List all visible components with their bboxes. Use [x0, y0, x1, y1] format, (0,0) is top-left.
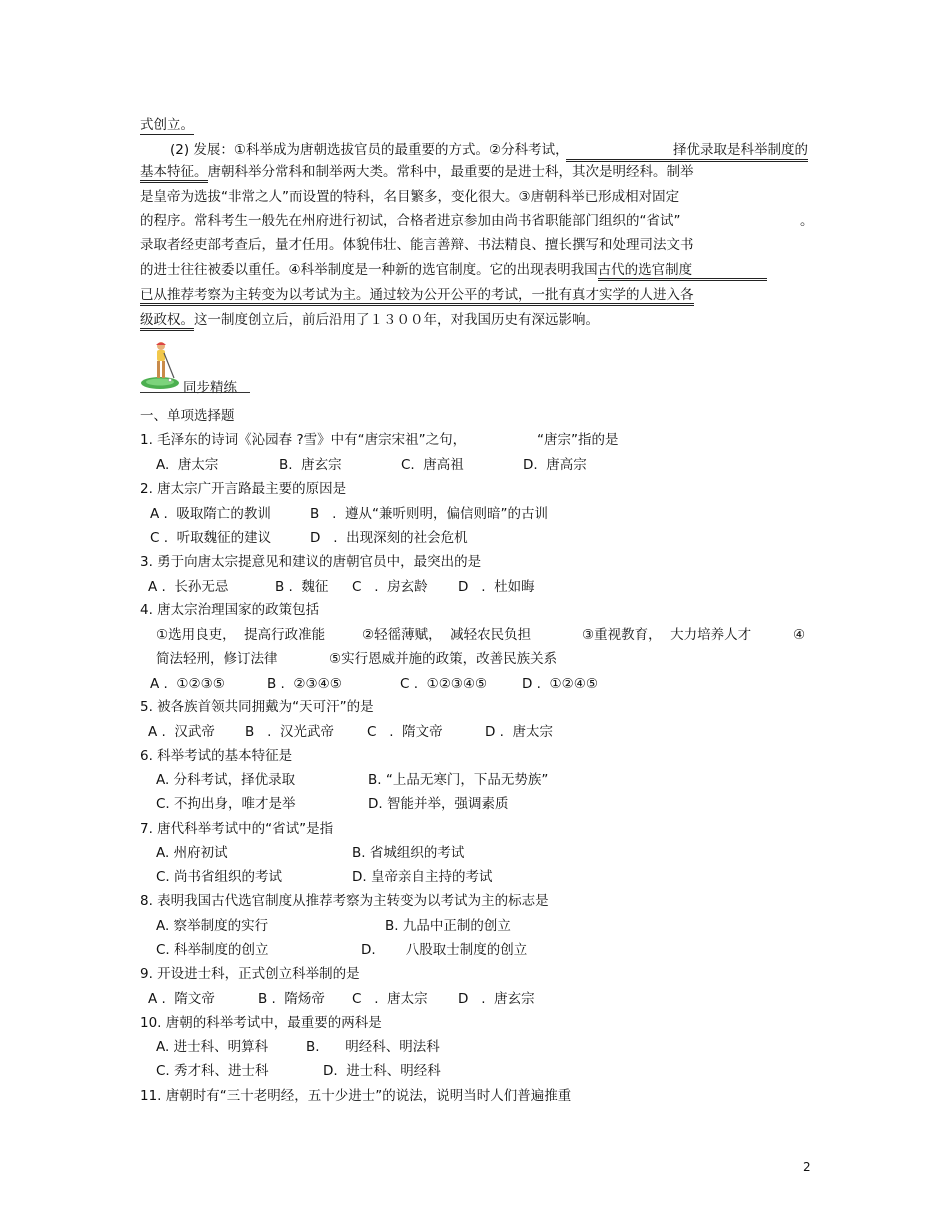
policy-item: ④: [793, 627, 806, 643]
option-b: B . 汉光武帝: [245, 724, 335, 740]
policy-item: 简法轻刑，修订法律: [156, 651, 278, 667]
question-stem: 3. 勇于向唐太宗提意见和建议的唐朝官员中，最突出的是: [140, 554, 482, 570]
option-c: C. 不拘出身，唯才是举: [156, 796, 296, 812]
option-c: C . 隋文帝: [367, 724, 443, 740]
option-a: A . 吸取隋亡的教训: [150, 506, 271, 522]
question-stem: 6. 科举考试的基本特征是: [140, 748, 293, 764]
question-stem: 1. 毛泽东的诗词《沁园春 ?雪》中有“唐宗宋祖”之句，: [140, 432, 467, 448]
paragraph-line: 级政权。这一制度创立后，前后沿用了１３００年，对我国历史有深远影响。: [140, 311, 599, 329]
option-b: B. 唐玄宗: [279, 457, 342, 473]
option-b: B . 魏征: [275, 579, 329, 595]
option-a: A . 汉武帝: [148, 724, 215, 740]
question-stem: “唐宗”指的是: [537, 432, 619, 448]
option-b: B. 省城组织的考试: [352, 845, 465, 861]
question-stem: 10. 唐朝的科举考试中，最重要的两科是: [140, 1015, 382, 1031]
policy-item: ①选用良吏， 提高行政准能: [156, 627, 326, 643]
paragraph-line: 的进士往往被委以重任。④科举制度是一种新的选官制度。它的出现表明我国古代的选官制度: [140, 261, 767, 279]
option-d: D . 唐太宗: [485, 724, 554, 740]
paragraph-line: 的程序。常科考生一般先在州府进行初试，合格者进京参加由尚书省职能部门组织的“省试”: [140, 213, 681, 229]
paragraph-line: 基本特征。唐朝科举分常科和制举两大类。常科中，最重要的是进士科，其次是明经科。制举: [140, 163, 694, 181]
question-stem: 9. 开设进士科，正式创立科举制的是: [140, 966, 360, 982]
option-c: C. 唐高祖: [401, 457, 464, 473]
option-b: B. “上品无寒门，下品无势族”: [368, 772, 549, 788]
option-d: D. 皇帝亲自主持的考试: [352, 869, 493, 885]
option-d: D. 智能并举，强调素质: [368, 796, 509, 812]
paragraph-line: 。: [800, 213, 814, 229]
option-d: D . 出现深刻的社会危机: [310, 530, 468, 546]
option-c: C. 尚书省组织的考试: [156, 869, 283, 885]
option-d: D. 唐高宗: [523, 457, 587, 473]
golfer-icon: [140, 340, 184, 390]
question-stem: 2. 唐太宗广开言路最主要的原因是: [140, 481, 347, 497]
paragraph-line: 择优录取是科举制度的: [566, 141, 808, 162]
option-a: A. 唐太宗: [156, 457, 219, 473]
option-b: B . ②③④⑤: [267, 676, 342, 692]
option-c: C. 秀才科、进士科: [156, 1063, 269, 1079]
policy-item: ⑤实行恩威并施的政策，改善民族关系: [329, 651, 558, 667]
question-stem: 8. 表明我国古代选官制度从推荐考察为主转变为以考试为主的标志是: [140, 893, 549, 909]
policy-item: ③重视教育， 大力培养人才: [582, 627, 752, 643]
option-c: C . 听取魏征的建议: [150, 530, 272, 546]
question-stem: 5. 被各族首领共同拥戴为“天可汗”的是: [140, 699, 374, 715]
option-b: B. 明经科、明法科: [306, 1039, 440, 1055]
section-title: 一、单项选择题: [140, 408, 235, 424]
option-a: A . 长孙无忌: [148, 579, 229, 595]
option-a: A . 隋文帝: [148, 991, 215, 1007]
option-b: B . 隋炀帝: [258, 991, 325, 1007]
policy-item: ②轻徭薄赋， 减轻农民负担: [362, 627, 532, 643]
option-b: B . 遵从“兼听则明，偏信则暗”的古训: [310, 506, 548, 522]
paragraph-line: 已从推荐考察为主转变为以考试为主。通过较为公开公平的考试，一批有真才实学的人进入各: [140, 286, 694, 304]
option-a: A . ①②③⑤: [150, 676, 225, 692]
question-stem: 7. 唐代科举考试中的“省试”是指: [140, 821, 334, 837]
option-a: A. 州府初试: [156, 845, 228, 861]
option-d: D . 杜如晦: [458, 579, 535, 595]
option-c: C . 唐太宗: [352, 991, 428, 1007]
option-b: B. 九品中正制的创立: [385, 918, 511, 934]
question-stem: 4. 唐太宗治理国家的政策包括: [140, 602, 320, 618]
option-d: D . 唐玄宗: [458, 991, 535, 1007]
option-a: A. 进士科、明算科: [156, 1039, 269, 1055]
question-stem: 11. 唐朝时有“三十老明经，五十少进士”的说法，说明当时人们普遍推重: [140, 1088, 572, 1104]
paragraph-line: 式创立。: [140, 117, 194, 133]
option-c: C. 科举制度的创立: [156, 942, 269, 958]
option-d: D. 进士科、明经科: [323, 1063, 441, 1079]
option-c: C . 房玄龄: [352, 579, 428, 595]
option-a: A. 分科考试，择优录取: [156, 772, 296, 788]
paragraph-line: (2) 发展：①科举成为唐朝选拔官员的最重要的方式。②分科考试，: [170, 142, 569, 158]
option-d: D . ①②④⑤: [522, 676, 598, 692]
heading-underline: [140, 392, 250, 393]
page-number: 2: [803, 1160, 811, 1174]
paragraph-line: 是皇帝为选拔“非常之人”而设置的特科，名目繁多，变化很大。③唐朝科举已形成相对固定: [140, 189, 680, 205]
option-d: D. 八股取士制度的创立: [361, 942, 528, 958]
paragraph-line: 录取者经吏部考查后，量才任用。体貌伟壮、能言善辩、书法精良、擅长撰写和处理司法文书: [140, 237, 694, 253]
option-c: C . ①②③④⑤: [400, 676, 488, 692]
section-heading: 同步精练: [183, 380, 237, 396]
option-a: A. 察举制度的实行: [156, 918, 269, 934]
